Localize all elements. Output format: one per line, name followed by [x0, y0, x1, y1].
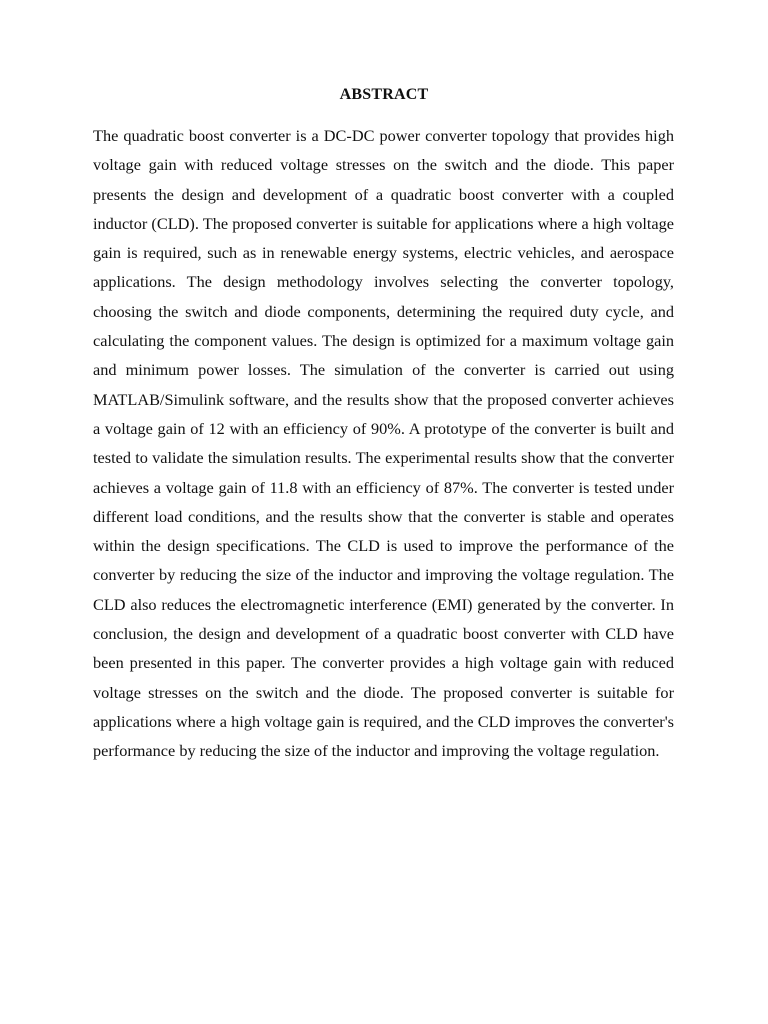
abstract-heading: ABSTRACT [339, 86, 429, 103]
abstract-paragraph: The quadratic boost converter is a DC-DC power converter topology that provides high voltage gain with reduced voltage stresses on the switch and the diode. This paper presents the design and development of a quadratic boost converter with a coupled inductor (CLD). The proposed converter is suitable for applications where a high voltage gain is required, such as in renewable energy systems, electric vehicles, and aerospace applications. The design methodology involves selecting the converter topology, choosing the switch and diode components, determining the required duty cycle, and calculating the component values. The design is optimized for a maximum voltage gain and minimum power losses. The simulation of the converter is carried out using MATLAB/Simulink software, and the results show that the proposed converter achieves a voltage gain of 12 with an efficiency of 90%. A prototype of the converter is built and tested to validate the simulation results. The experimental results show that the converter achieves a voltage gain of 11.8 with an efficiency of 87%. The converter is tested under different load conditions, and the results show that the converter is stable and operates within the design specifications. The CLD is used to improve the performance of the converter by reducing the size of the inductor and improving the voltage regulation. The CLD also reduces the electromagnetic interference (EMI) generated by the converter. In conclusion, the design and development of a quadratic boost converter with CLD have been presented in this paper. The converter provides a high voltage gain with reduced voltage stresses on the switch and the diode. The proposed converter is suitable for applications where a high voltage gain is required, and the CLD improves the converter's performance by reducing the size of the inductor and improving the voltage regulation. [93, 126, 674, 761]
